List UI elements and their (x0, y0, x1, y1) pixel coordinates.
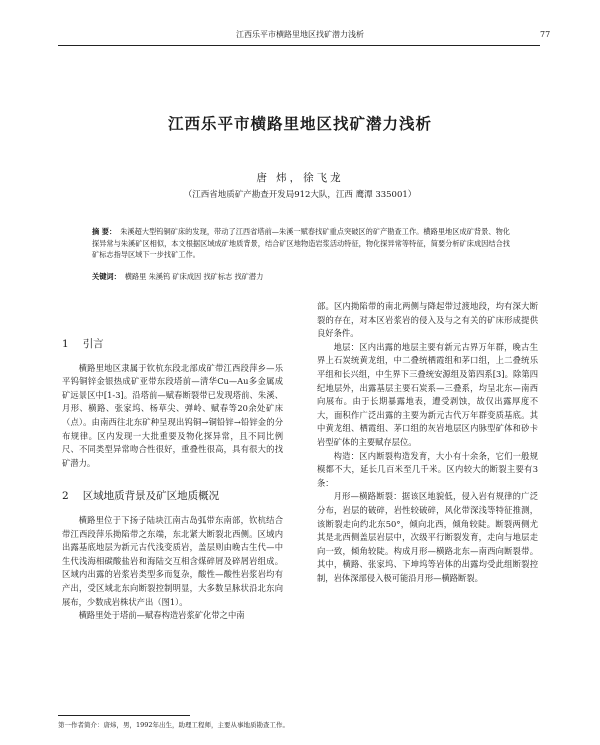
section-number: 2 (62, 490, 69, 503)
footnote-rule (58, 715, 190, 716)
paragraph: 地层：区内出露的地层主要有新元古界万年群，晚古生界上石炭统黄龙组，中二叠统栖霞组和茅口组，上二叠统乐平组和长兴组，中生界下三叠统安源组及第四系[3]。除第四纪地层外，出露基层主要石炭系—三叠系，均呈北东—南西向展布。由于长期暴露地表，遭受剥蚀，故仅出露厚度不大，面积作广泛出露的主要为新元古代万年群变质基底。其中黄龙组、栖霞组、茅口组的灰岩地层区内脉型矿体和砂卡岩型矿体的主要赋存层位。 (317, 341, 538, 447)
section-heading (62, 490, 283, 504)
paragraph: 横路里位于下扬子陆块江南古岛弧带东南部，钦杭结合带江西段萍乐拗陷带之东端，东北紧大断裂北西侧。区域内出露基底地层为新元古代浅变质岩，盖层则由晚古生代—中生代浅海相碳酸盐岩和海陆交互相含煤碎屑及碎屑岩组成。区域内出露的岩浆岩类型多而复杂，酸性—酸性岩浆岩均有产出，受区域北东向断裂控制明显，大多数呈脉状沿北东向展布，少数成岩株状产出（图1）。 (62, 514, 283, 607)
running-head-title: 江西乐平市横路里地区找矿潜力浅析 (236, 30, 364, 39)
paragraph: 部。区内拗陷带的南北两侧与降起带过渡地段，均有深大断裂的存在，对本区岩浆岩的侵入及与之有关的矿床形成提供良好条件。 (317, 301, 538, 339)
keywords-text: 横路里 朱溪钨 矿床成因 找矿标志 找矿潜力 (124, 272, 264, 281)
abstract (92, 226, 510, 261)
affiliation: （江西省地质矿产勘查开发局912大队，江西 鹰潭 335001） (183, 190, 417, 200)
paragraph: 横路里处于塔前—赋春构造岩浆矿化带之中南 (78, 610, 245, 621)
abstract-label: 摘 要： (92, 227, 117, 236)
paragraph: 月形—横路断裂：据该区地貌低，侵入岩有规律的广泛分布，岩层的破碎，岩性较破碎，风化带深浅等特征推测，该断裂走向约北东50°，倾向北西，倾角较陡。断裂两侧尤其是北西侧盖层岩层中，次级平行断裂发育，走向与地层走向一致，倾角较陡。构成月形—横路北东—南西向断裂带。其中，横路、张家坞、下坤坞等岩体的出露均受此组断裂控制，岩体深部侵入极可能沿月形—横路断裂。 (317, 491, 538, 583)
section-title: 区域地质背景及矿区地质概况 (82, 490, 220, 503)
right-column (317, 300, 538, 585)
section-heading (62, 338, 283, 352)
page-number: 77 (540, 30, 551, 39)
authors: 唐 炜，徐飞龙 (256, 172, 344, 184)
section-number: 1 (62, 338, 69, 350)
keywords (92, 271, 510, 282)
left-column (62, 296, 283, 623)
paragraph: 横路里地区隶属于钦杭东段北部成矿带江西段萍乡—乐平钨铜锌金银热成矿亚带东段塔前—清华Cu—Au多金属成矿远景区中[1-3]。沿塔前—赋春断裂带已发现塔前、朱溪、月形、横路、张家坞、杨草尖、弹岭、赋春等20余处矿床（点）。由南西往北东矿种呈现出钨铜→铜铅锌→铅锌金的分布规律。区内发现一大批重要及物化探异常，且不同比例尺、不同类型异常吻合性很好，重叠性很高，具有很大的找矿潜力。 (62, 362, 283, 468)
paper-title: 江西乐平市横路里地区找矿潜力浅析 (167, 114, 432, 133)
abstract-text: 朱溪超大型钨铜矿床的发现，带动了江西省塔前—朱溪一赋春找矿重点突破区的矿产勘查工作。横路里地区成矿背景、物化探异常与朱溪矿区相似，本文根据区域成矿地质背景，结合矿区地物造岩浆活动特征，物化探异常等特征，简要分析矿床成因结合找矿标志指导区域下一步找矿工作。 (92, 227, 510, 259)
keywords-label: 关键词： (92, 272, 121, 281)
section-title: 引言 (82, 338, 104, 350)
paragraph: 构造：区内断裂构造发育，大小有十余条，它们一般规模都不大，延长几百米至几千米。区内较大的断裂主要有3条： (317, 450, 538, 488)
running-head (0, 28, 600, 42)
footnote: 第一作者简介：唐炜，男，1992年出生，助理工程师，主要从事地质勘查工作。 (58, 721, 290, 729)
header-rule (58, 45, 540, 46)
